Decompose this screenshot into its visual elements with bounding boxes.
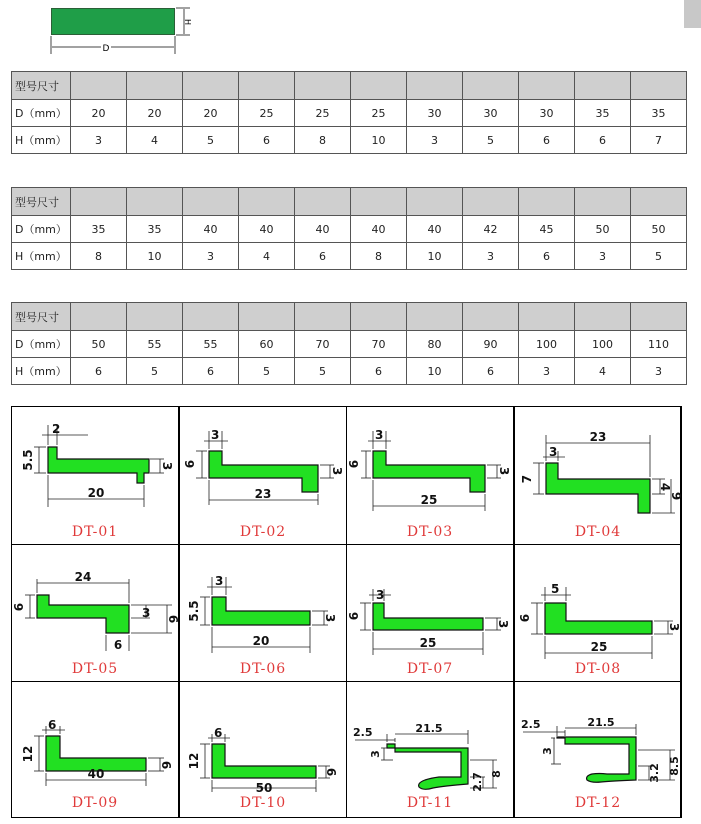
profile-card-dt01 [11, 406, 179, 545]
table-cell: 35 [575, 100, 631, 127]
table-row-d [12, 331, 687, 358]
table-row-d [12, 216, 687, 243]
table-cell: 42 [463, 216, 519, 243]
header-cell [127, 72, 183, 100]
table-cell: 3 [575, 243, 631, 270]
profile-card-dt09 [11, 681, 179, 818]
table-cell: 45 [519, 216, 575, 243]
dim-label: 3 [549, 445, 558, 459]
header-cell [239, 303, 295, 331]
spec-table-2 [11, 187, 687, 270]
dim-label: 9 [669, 491, 683, 501]
dim-label: 23 [254, 487, 272, 501]
dim-label: 3 [667, 622, 681, 632]
dim-label: 2.7 [471, 772, 484, 792]
dim-label: 21.5 [415, 722, 443, 735]
table-row-h [12, 358, 687, 385]
header-cell [71, 188, 127, 216]
header-cell [519, 72, 575, 100]
dim-label: 3 [369, 750, 382, 758]
header-cell [463, 188, 519, 216]
header-cell [295, 303, 351, 331]
profile-caption: DT-03 [406, 524, 454, 540]
table-cell: 40 [183, 216, 239, 243]
header-cell [631, 303, 687, 331]
dim-label: 6 [347, 611, 361, 621]
header-cell [519, 303, 575, 331]
profile-card-dt08 [514, 544, 682, 682]
header-cell [127, 188, 183, 216]
profile-caption: DT-01 [71, 524, 119, 540]
table-cell: 5 [127, 358, 183, 385]
row-label: H（mm） [12, 127, 71, 154]
profile-caption: DT-06 [239, 661, 287, 677]
table-cell: 50 [575, 216, 631, 243]
dim-label: 8 [490, 770, 503, 778]
dim-label: 3 [142, 606, 151, 620]
profile-caption: DT-07 [406, 661, 454, 677]
header-cell [183, 188, 239, 216]
table-cell: 50 [631, 216, 687, 243]
profile-card-dt07 [346, 544, 514, 682]
table-cell: 25 [239, 100, 295, 127]
header-cell: 型号尺寸 [12, 303, 71, 331]
profile-card-dt02 [179, 406, 347, 545]
profile-caption: DT-10 [239, 795, 287, 811]
strip-dimension-lines [0, 0, 701, 60]
dim-label: 3 [323, 613, 337, 623]
table-cell: 10 [407, 358, 463, 385]
table-cell: 25 [295, 100, 351, 127]
table-cell: 7 [631, 127, 687, 154]
table-cell: 20 [127, 100, 183, 127]
profile-caption: DT-02 [239, 524, 287, 540]
dim-label: 6 [113, 638, 123, 652]
dim-label: 5 [551, 582, 560, 596]
table-cell: 20 [183, 100, 239, 127]
header-cell [183, 303, 239, 331]
row-label: H（mm） [12, 358, 71, 385]
dim-label: 25 [590, 640, 608, 654]
dim-label: 5.5 [187, 600, 201, 622]
table-row-d [12, 100, 687, 127]
dim-label: 3 [541, 747, 554, 755]
table-cell: 6 [295, 243, 351, 270]
table-row-h [12, 243, 687, 270]
table-cell: 40 [407, 216, 463, 243]
dim-label: 12 [21, 745, 35, 763]
dim-label: 21.5 [587, 716, 615, 729]
table-header-row [12, 72, 687, 100]
header-cell [183, 72, 239, 100]
table-cell: 70 [295, 331, 351, 358]
row-label: D（mm） [12, 216, 71, 243]
table-cell: 5 [295, 358, 351, 385]
dim-label: 5.5 [21, 449, 35, 471]
dim-label: 23 [589, 430, 607, 444]
header-cell [407, 303, 463, 331]
header-cell [519, 188, 575, 216]
table-cell: 110 [631, 331, 687, 358]
table-cell: 100 [519, 331, 575, 358]
dim-label: 2.5 [521, 718, 541, 731]
table-cell: 3 [183, 243, 239, 270]
table-cell: 10 [407, 243, 463, 270]
table-cell: 8 [351, 243, 407, 270]
table-cell: 5 [183, 127, 239, 154]
dim-label: 3 [496, 619, 510, 629]
table-cell: 3 [519, 358, 575, 385]
table-cell: 5 [239, 358, 295, 385]
dim-label: 6 [166, 614, 180, 624]
dim-label: 25 [419, 636, 437, 650]
dim-label: 6 [183, 459, 197, 469]
header-cell [239, 72, 295, 100]
table-cell: 4 [575, 358, 631, 385]
dim-label: 6 [12, 602, 26, 612]
table-row-h [12, 127, 687, 154]
header-cell [463, 303, 519, 331]
table-cell: 50 [71, 331, 127, 358]
strip-h-label: H [183, 18, 192, 26]
dim-label: 6 [214, 726, 223, 740]
table-cell: 10 [351, 127, 407, 154]
header-cell [239, 188, 295, 216]
table-cell: 6 [519, 127, 575, 154]
row-label: D（mm） [12, 100, 71, 127]
table-cell: 4 [239, 243, 295, 270]
table-cell: 80 [407, 331, 463, 358]
header-cell [127, 303, 183, 331]
dim-label: 24 [74, 570, 92, 584]
header-cell [575, 188, 631, 216]
table-cell: 55 [127, 331, 183, 358]
dim-label: 3 [375, 428, 384, 442]
header-cell [295, 188, 351, 216]
dim-label: 3 [497, 466, 511, 476]
dim-label: 6 [324, 767, 338, 777]
profile-caption: DT-08 [574, 661, 622, 677]
header-cell [351, 188, 407, 216]
dim-label: 2 [52, 422, 61, 436]
header-cell [351, 303, 407, 331]
table-cell: 35 [127, 216, 183, 243]
profile-card-dt03 [346, 406, 514, 545]
spec-table-3 [11, 302, 687, 385]
table-cell: 8 [295, 127, 351, 154]
dim-label: 12 [187, 752, 201, 770]
profile-card-dt11 [346, 681, 514, 818]
dim-label: 25 [420, 493, 438, 507]
dim-label: 6 [518, 613, 532, 623]
profile-caption: DT-09 [71, 795, 119, 811]
table-cell: 3 [71, 127, 127, 154]
table-cell: 40 [239, 216, 295, 243]
table-cell: 55 [183, 331, 239, 358]
table-cell: 3 [463, 243, 519, 270]
table-cell: 6 [463, 358, 519, 385]
table-cell: 6 [351, 358, 407, 385]
table-cell: 3 [631, 358, 687, 385]
profile-caption: DT-11 [406, 795, 454, 811]
dim-label: 2.5 [353, 726, 373, 739]
table-cell: 90 [463, 331, 519, 358]
table-cell: 6 [71, 358, 127, 385]
table-cell: 6 [575, 127, 631, 154]
dim-label: 7 [520, 474, 534, 484]
table-cell: 30 [463, 100, 519, 127]
header-cell: 型号尺寸 [12, 72, 71, 100]
table-cell: 8 [71, 243, 127, 270]
table-cell: 60 [239, 331, 295, 358]
profile-card-dt10 [179, 681, 347, 818]
profile-caption: DT-04 [574, 524, 622, 540]
table-cell: 6 [239, 127, 295, 154]
header-cell [351, 72, 407, 100]
table-cell: 4 [127, 127, 183, 154]
dim-label: 8.5 [668, 756, 681, 776]
table-header-row [12, 303, 687, 331]
profile-card-dt05 [11, 544, 179, 682]
row-label: D（mm） [12, 331, 71, 358]
profile-grid [11, 406, 681, 818]
table-cell: 30 [519, 100, 575, 127]
profile-card-dt12 [514, 681, 682, 818]
header-cell [407, 188, 463, 216]
profile-card-dt06 [179, 544, 347, 682]
profile-caption: DT-12 [574, 795, 622, 811]
header-cell [463, 72, 519, 100]
table-cell: 20 [71, 100, 127, 127]
header-cell [631, 72, 687, 100]
table-cell: 6 [519, 243, 575, 270]
header-cell [575, 303, 631, 331]
table-cell: 6 [183, 358, 239, 385]
header-cell: 型号尺寸 [12, 188, 71, 216]
table-cell: 70 [351, 331, 407, 358]
table-cell: 5 [631, 243, 687, 270]
dim-label: 6 [48, 718, 57, 732]
table-cell: 40 [295, 216, 351, 243]
header-cell [631, 188, 687, 216]
table-header-row [12, 188, 687, 216]
dim-label: 3 [211, 428, 220, 442]
dim-label: 3 [160, 461, 174, 471]
table-cell: 35 [71, 216, 127, 243]
dim-label: 20 [252, 634, 270, 648]
dim-label: 50 [255, 781, 273, 795]
table-cell: 25 [351, 100, 407, 127]
dim-label: 40 [87, 767, 105, 781]
table-cell: 40 [351, 216, 407, 243]
dim-label: 3 [215, 574, 224, 588]
profile-card-dt04 [514, 406, 682, 545]
table-cell: 5 [463, 127, 519, 154]
dim-label: 3 [330, 466, 344, 476]
header-cell [295, 72, 351, 100]
dim-label: 20 [87, 486, 105, 500]
strip-d-label: D [102, 44, 110, 54]
dim-label: 6 [159, 760, 173, 770]
table-cell: 100 [575, 331, 631, 358]
dim-label: 4 [658, 482, 672, 492]
header-cell [71, 303, 127, 331]
header-cell [71, 72, 127, 100]
table-cell: 3 [407, 127, 463, 154]
table-cell: 10 [127, 243, 183, 270]
header-cell [407, 72, 463, 100]
table-cell: 35 [631, 100, 687, 127]
spec-table-1 [11, 71, 687, 154]
profile-caption: DT-05 [71, 661, 119, 677]
dim-label: 3 [376, 588, 385, 602]
dim-label: 3.2 [648, 763, 661, 783]
dim-label: 6 [347, 459, 361, 469]
header-cell [575, 72, 631, 100]
row-label: H（mm） [12, 243, 71, 270]
table-cell: 30 [407, 100, 463, 127]
